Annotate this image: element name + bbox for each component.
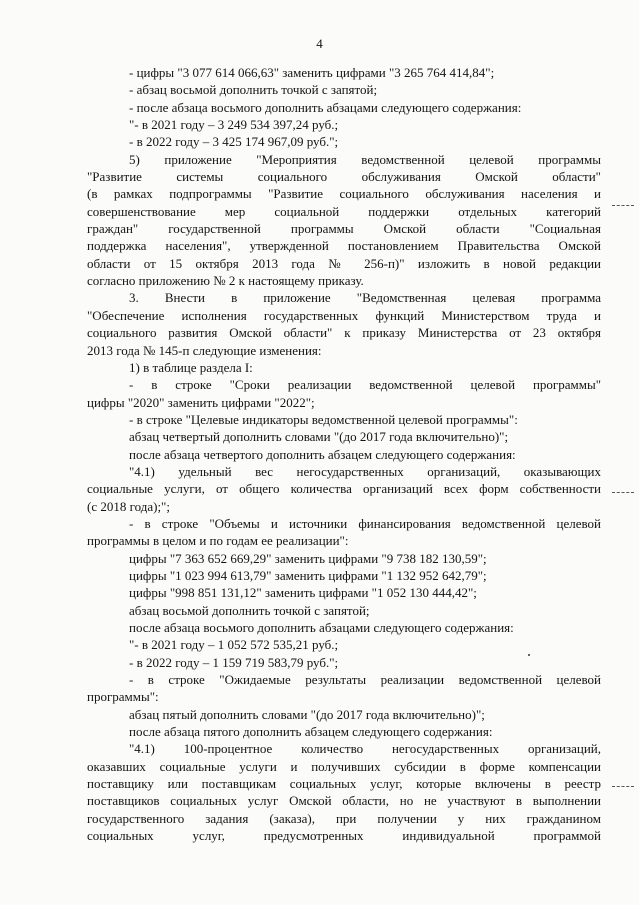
text-line: - в строке "Объемы и источники финансирования ведомственной целевой [129, 515, 601, 531]
text-line: "4.1) удельный вес негосударственных организаций, оказывающих [129, 463, 601, 479]
text-line: "- в 2021 году – 3 249 534 397,24 руб.; [129, 117, 339, 133]
text-line: "Обеспечение исполнения государственных функций Министерством труда и [87, 307, 601, 323]
text-line: цифры "998 851 131,12" заменить цифрами "1 052 130 444,42"; [129, 585, 477, 601]
margin-scan-mark [612, 205, 634, 207]
text-line: 5) приложение "Мероприятия ведомственной целевой программы [129, 151, 601, 167]
text-line: - абзац восьмой дополнить точкой с запятой; [129, 82, 378, 98]
text-line: оказавших социальные услуги и получивших субсидии в форме компенсации [87, 758, 601, 774]
text-line: абзац восьмой дополнить точкой с запятой; [129, 602, 370, 618]
text-line: области от 15 октября 2013 года № 256-п)" изложить в новой редакции [87, 255, 601, 271]
text-line: программы": [87, 689, 159, 705]
text-line: "Развитие системы социального обслуживания Омской области" [87, 169, 601, 185]
text-line: согласно приложению № 2 к настоящему приказу. [87, 273, 364, 289]
text-line: (с 2018 года);"; [87, 498, 170, 514]
text-line: после абзаца пятого дополнить абзацем следующего содержания: [129, 724, 493, 740]
text-line: - в 2022 году – 3 425 174 967,09 руб."; [129, 134, 339, 150]
text-line: (в рамках подпрограммы "Развитие социального обслуживания населения и [87, 186, 601, 202]
text-line: поставщику или поставщикам социальных услуг, которые включены в реестр [87, 776, 601, 792]
margin-scan-mark [612, 492, 634, 494]
text-line: - в строке "Сроки реализации ведомственной целевой программы" [129, 377, 601, 393]
text-line: социального развития Омской области" к приказу Министерства от 23 октября [87, 325, 601, 341]
text-line: граждан" государственной программы Омской области "Социальная [87, 221, 601, 237]
text-line: - в строке "Целевые индикаторы ведомственной целевой программы": [129, 411, 518, 427]
text-line: абзац пятый дополнить словами "(до 2017 года включительно)"; [129, 706, 485, 722]
text-line: "4.1) 100-процентное количество негосударственных организаций, [129, 741, 601, 757]
text-line: абзац четвертый дополнить словами "(до 2017 года включительно)"; [129, 429, 509, 445]
text-line: 3. Внести в приложение "Ведомственная целевая программа [129, 290, 601, 306]
scan-speck [528, 654, 530, 656]
page-number: 4 [316, 36, 323, 51]
text-line: цифры "2020" заменить цифрами "2022"; [87, 394, 315, 410]
text-line: совершенствование мер социальной поддержки отдельных категорий [87, 203, 601, 219]
text-line: - после абзаца восьмого дополнить абзацами следующего содержания: [129, 99, 522, 115]
margin-scan-mark [612, 786, 634, 788]
text-line: социальных услуг, предусмотренных индивидуальной программой [87, 828, 601, 844]
text-line: - в 2022 году – 1 159 719 583,79 руб."; [129, 654, 339, 670]
text-line: "- в 2021 году – 1 052 572 535,21 руб.; [129, 637, 339, 653]
text-line: государственного задания (заказа), при получении у них гражданином [87, 810, 601, 826]
text-line: 2013 года № 145-п следующие изменения: [87, 342, 322, 358]
text-line: поставщиков социальных услуг Омской области, но не участвуют в выполнении [87, 793, 601, 809]
text-line: цифры "7 363 652 669,29" заменить цифрами "9 738 182 130,59"; [129, 550, 487, 566]
text-line: социальные услуги, от общего количества организаций всех форм собственности [87, 481, 601, 497]
text-line: программы в целом и по годам ее реализации": [87, 533, 349, 549]
text-line: после абзаца четвертого дополнить абзацем следующего содержания: [129, 446, 516, 462]
document-body [87, 64, 601, 844]
text-line: поддержка населения", утвержденной постановлением Правительства Омской [87, 238, 601, 254]
text-line: - в строке "Ожидаемые результаты реализации ведомственной целевой [129, 672, 601, 688]
text-line: цифры "1 023 994 613,79" заменить цифрами "1 132 952 642,79"; [129, 567, 487, 583]
text-line: - цифры "3 077 614 066,63" заменить цифрами "3 265 764 414,84"; [129, 65, 495, 80]
text-line: после абзаца восьмого дополнить абзацами следующего содержания: [129, 620, 514, 635]
text-line: 1) в таблице раздела I: [129, 359, 253, 375]
